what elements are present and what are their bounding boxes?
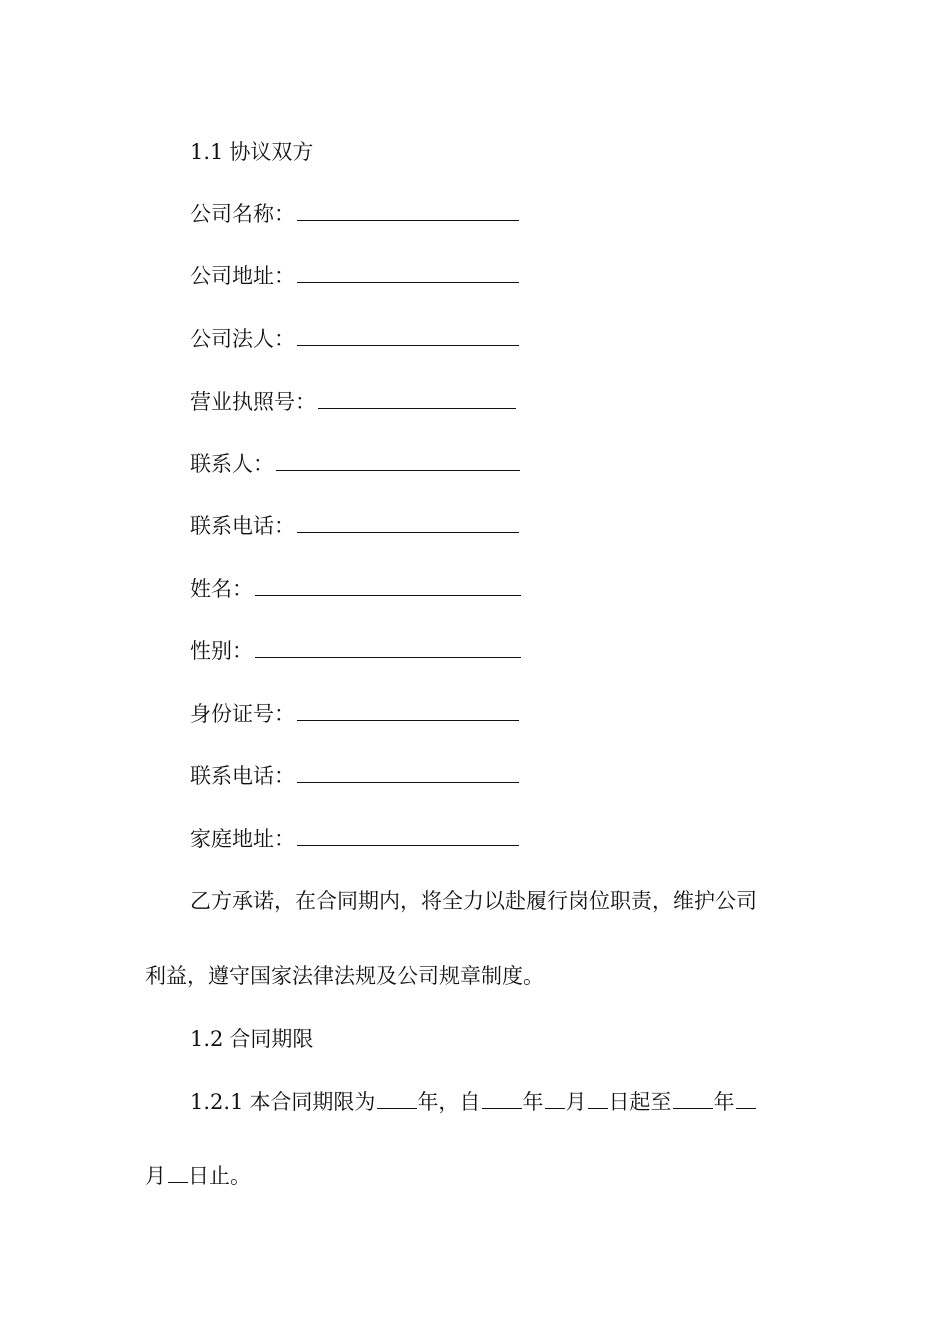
field-label: 公司名称： (190, 202, 295, 226)
blank-line[interactable] (297, 325, 519, 346)
clause-text: 年，自 (417, 1090, 481, 1114)
clause-text: 本合同期限为 (249, 1090, 376, 1114)
field-name (190, 575, 521, 603)
field-id-number (190, 700, 519, 728)
clause-text: 日起至 (608, 1090, 672, 1114)
blank-line[interactable] (297, 825, 519, 846)
blank-line[interactable] (297, 262, 519, 283)
blank-end-month[interactable] (736, 1088, 756, 1109)
clause-text: 年 (713, 1090, 735, 1114)
clause-text: 月 (565, 1090, 587, 1114)
blank-term-years[interactable] (377, 1088, 417, 1109)
paragraph-text: 利益，遵守国家法律法规及公司规章制度。 (145, 964, 544, 988)
blank-end-day[interactable] (168, 1162, 188, 1183)
field-label: 营业执照号： (190, 390, 316, 414)
blank-start-month[interactable] (545, 1088, 565, 1109)
blank-line[interactable] (255, 575, 521, 596)
clause-1-2-1-line2 (145, 1162, 251, 1190)
blank-line[interactable] (297, 512, 519, 533)
field-label: 联系电话： (190, 764, 295, 788)
field-gender (190, 637, 521, 665)
clause-number: 1.2.1 (190, 1090, 244, 1114)
commitment-paragraph-line2 (145, 962, 544, 990)
blank-line[interactable] (318, 388, 516, 409)
section-heading-1-1 (190, 138, 313, 166)
section-number: 1.1 (190, 140, 224, 164)
section-heading-1-2 (190, 1025, 313, 1053)
commitment-paragraph-line1 (190, 887, 757, 915)
section-title: 协议双方 (229, 140, 314, 164)
field-company-legal-person (190, 325, 519, 353)
field-home-address (190, 825, 519, 853)
field-label: 联系电话： (190, 514, 295, 538)
field-business-license (190, 388, 516, 416)
clause-text: 月 (145, 1164, 166, 1188)
blank-start-year[interactable] (482, 1088, 522, 1109)
field-label: 身份证号： (190, 702, 295, 726)
field-company-phone (190, 512, 519, 540)
blank-line[interactable] (297, 200, 519, 221)
field-label: 家庭地址： (190, 827, 295, 851)
section-title: 合同期限 (229, 1027, 314, 1051)
field-contact-person (190, 450, 520, 478)
field-company-name (190, 200, 519, 228)
blank-line[interactable] (276, 450, 520, 471)
field-personal-phone (190, 762, 519, 790)
clause-text: 日止。 (188, 1164, 251, 1188)
field-label: 性别： (190, 639, 253, 663)
field-label: 姓名： (190, 577, 253, 601)
blank-start-day[interactable] (588, 1088, 608, 1109)
field-label: 公司法人： (190, 327, 295, 351)
field-label: 联系人： (190, 452, 274, 476)
section-number: 1.2 (190, 1027, 224, 1051)
clause-1-2-1-line1 (190, 1088, 756, 1116)
paragraph-text: 乙方承诺，在合同期内，将全力以赴履行岗位职责，维护公司 (190, 889, 757, 913)
blank-line[interactable] (255, 637, 521, 658)
field-label: 公司地址： (190, 264, 295, 288)
blank-line[interactable] (297, 762, 519, 783)
blank-end-year[interactable] (673, 1088, 713, 1109)
blank-line[interactable] (297, 700, 519, 721)
field-company-address (190, 262, 519, 290)
clause-text: 年 (522, 1090, 544, 1114)
